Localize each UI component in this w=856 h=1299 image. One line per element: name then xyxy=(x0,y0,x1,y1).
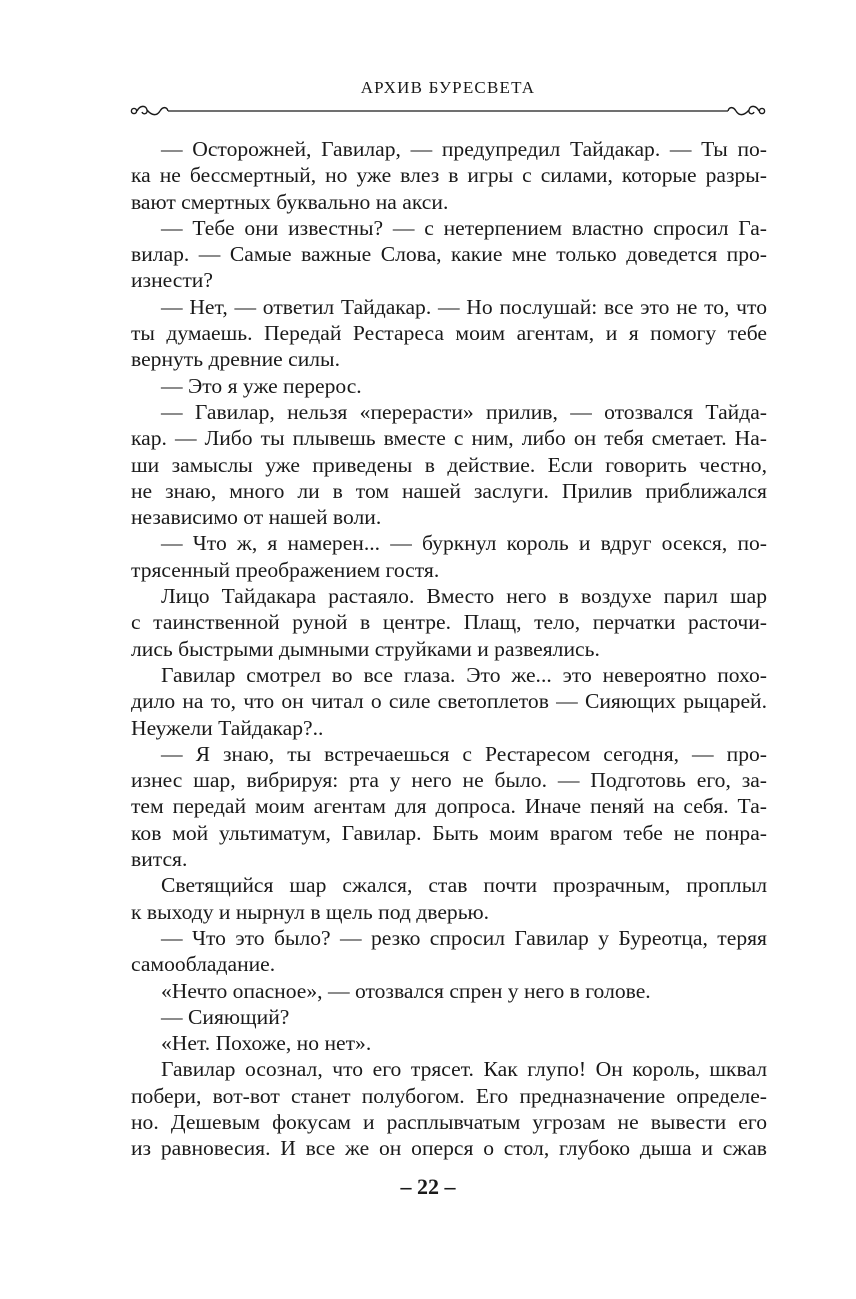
text-line: к выходу и нырнул в щель под дверью. xyxy=(131,899,490,924)
text-line: с таинственной руной в центре. Плащ, тело, перчатки расточи- xyxy=(131,610,767,635)
text-line: — Осторожней, Гавилар, — предупредил Тайдакар. — Ты по- xyxy=(161,137,767,161)
text-line: Неужели Тайдакар?.. xyxy=(131,715,324,740)
text-line: дило на то, что он читал о силе светоплетов — Сияющих рыцарей. xyxy=(131,689,767,714)
text-line: изнес шар, вибрируя: рта у него не было. — Подготовь его, за- xyxy=(131,768,767,793)
text-line: — Это я уже перерос. xyxy=(161,373,362,398)
page-number: – 22 – xyxy=(400,1174,456,1199)
text-line: вилар. — Самые важные Слова, какие мне только доведется про- xyxy=(131,242,767,267)
text-line: Лицо Тайдакара растаяло. Вместо него в воздухе парил шар xyxy=(161,584,767,609)
text-line: трясенный преображением гостя. xyxy=(131,557,440,582)
page-body-text xyxy=(131,136,767,1162)
text-line: — Сияющий? xyxy=(161,1004,290,1029)
running-header-title: АРХИВ БУРЕСВЕТА xyxy=(360,78,536,97)
text-line: — Тебе они известны? — с нетерпением властно спросил Га- xyxy=(161,215,767,240)
running-header xyxy=(130,78,766,118)
text-line: самообладание. xyxy=(131,952,276,977)
text-line: вится. xyxy=(131,847,188,872)
text-line: независимо от нашей воли. xyxy=(131,505,382,530)
text-line: тем передай моим агентам для допроса. Иначе пеняй на себя. Та- xyxy=(131,794,767,819)
text-line: ши замыслы уже приведены в действие. Если говорить честно, xyxy=(131,452,767,477)
text-line: кар. — Либо ты плывешь вместе с ним, либо он тебя сметает. На- xyxy=(131,426,767,451)
text-line: изнести? xyxy=(131,268,213,293)
text-line: — Гавилар, нельзя «перерасти» прилив, — отозвался Тайда- xyxy=(161,399,767,424)
text-line: побери, вот-вот станет полубогом. Его предназначение определе- xyxy=(131,1083,767,1108)
text-line: Гавилар смотрел во все глаза. Это же... это невероятно похо- xyxy=(161,662,767,687)
text-line: ков мой ультиматум, Гавилар. Быть моим врагом тебе не понра- xyxy=(131,820,767,845)
text-line: — Что ж, я намерен... — буркнул король и вдруг осекся, по- xyxy=(161,531,767,556)
text-line: — Я знаю, ты встречаешься с Рестаресом сегодня, — про- xyxy=(161,741,767,766)
text-line: вают смертных буквально на акси. xyxy=(131,189,449,214)
text-line: не знаю, много ли в том нашей заслуги. Прилив приближался xyxy=(131,478,767,503)
text-line: лись быстрыми дымными струйками и развеялись. xyxy=(131,636,600,661)
text-line: из равновесия. И все же он оперся о стол, глубоко дыша и сжав xyxy=(131,1136,767,1161)
text-line: ты думаешь. Передай Рестареса моим агентам, и я помогу тебе xyxy=(131,321,767,346)
text-line: — Нет, — ответил Тайдакар. — Но послушай: все это не то, что xyxy=(161,294,767,319)
text-line: Светящийся шар сжался, став почти прозрачным, проплыл xyxy=(161,873,767,898)
text-line: Гавилар осознал, что его трясет. Как глупо! Он король, шквал xyxy=(161,1057,767,1082)
text-line: — Что это было? — резко спросил Гавилар у Буреотца, теряя xyxy=(161,925,767,950)
text-line: «Нечто опасное», — отозвался спрен у него в голове. xyxy=(161,978,651,1003)
text-line: но. Дешевым фокусам и расплывчатым угрозам не вывести его xyxy=(131,1109,767,1134)
text-line: «Нет. Похоже, но нет». xyxy=(161,1031,372,1056)
header-ornament-rule xyxy=(130,104,766,118)
text-line: ка не бессмертный, но уже влез в игры с силами, которые разры- xyxy=(131,163,767,188)
text-line: вернуть древние силы. xyxy=(131,347,340,372)
